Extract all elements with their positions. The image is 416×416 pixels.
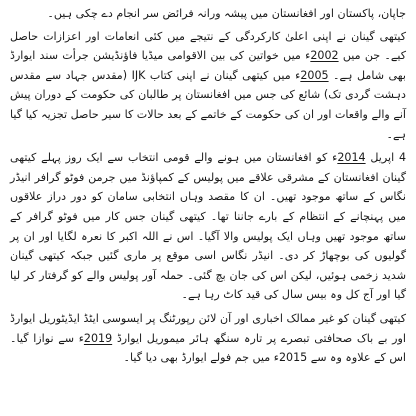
underlined-year: 2005 <box>300 68 329 82</box>
underlined-year: 2002 <box>310 49 339 63</box>
paragraph-2: کیتھی گینان نے اپنی اعلیٰ کارکردگی کے نتیجے میں کئی انعامات اور اعزازات حاصل کیے۔ جن میں 2002ء میں خواتین کی بین الاقوامی میڈیا فاؤنڈیشن جرأت سند ایوارڈ بھی شامل ہے۔ 2005ء میں کیتھی گینان نے اپنی کتاب IJK (مقدس جہاد سے مقدس دہشت گردی تک) شائع کی جس میں افغانستان پر طالبان کی حکومت کے دوران پیش آنے والے واقعات اور ان کی حکومت کے خاتمے کے بعد حالات کا سیر حاصل تجزیہ کیا گیا ہے۔ <box>10 29 406 141</box>
paragraph-3: 4 اپریل 2014ء کو افغانستان میں ہونے والے قومی انتخاب سے ایک روز پہلے کیتھی گینان افغانستان کے مشرقی علاقے میں پولیس کے کمپاؤنڈ میں جرمن فوٹو گرافر انیڈر نگاس کے ساتھ موجود تھیں۔ ان کا مقصد وہاں انتخابی سامان کو دور دراز علاقوں میں پہنچانے کے انتظام کے بارے جاننا تھا۔ کیتھی گینان جس کار میں فوٹو گرافر کے ساتھ موجود تھیں وہاں ایک پولیس والا آگیا۔ اس نے اللہ اکبر کا نعرہ لگایا اور ان پر گولیوں کی بوچھاڑ کر دی۔ انیڈر نگاس اسی موقع پر ماری گئیں جبکہ کیتھی گینان شدید زخمی ہوئیں، لیکن اس کی جان بچ گئی۔ حملہ آور پولیس والے کو گرفتار کر لیا گیا اور آج کل وہ بیس سال کی قید کاٹ رہا ہے۔ <box>10 151 406 302</box>
paragraph-4: کیتھی گینان کو غیر ممالک اخباری اور آن لائن رپورٹنگ پر ایسوسی ایٹڈ ایڈیٹوریل ایوارڈ اور بے باک صحافتی تبصرے پر تارہ سنگھ ہائر میموریل ایوارڈ 2019ء سے نوازا گیا۔ اس کے علاوہ وہ سے 2015ء میں جم فولے ایوارڈ بھی دیا گیا۔ <box>10 311 406 365</box>
underlined-year: 2014 <box>337 151 366 165</box>
urdu-text-body <box>10 4 406 368</box>
underlined-year: 2019 <box>83 331 113 345</box>
paragraph-1: جاپان، پاکستان اور افغانستان میں پیشہ ورانہ فرائض سر انجام دے چکی ہیں۔ <box>47 7 406 20</box>
